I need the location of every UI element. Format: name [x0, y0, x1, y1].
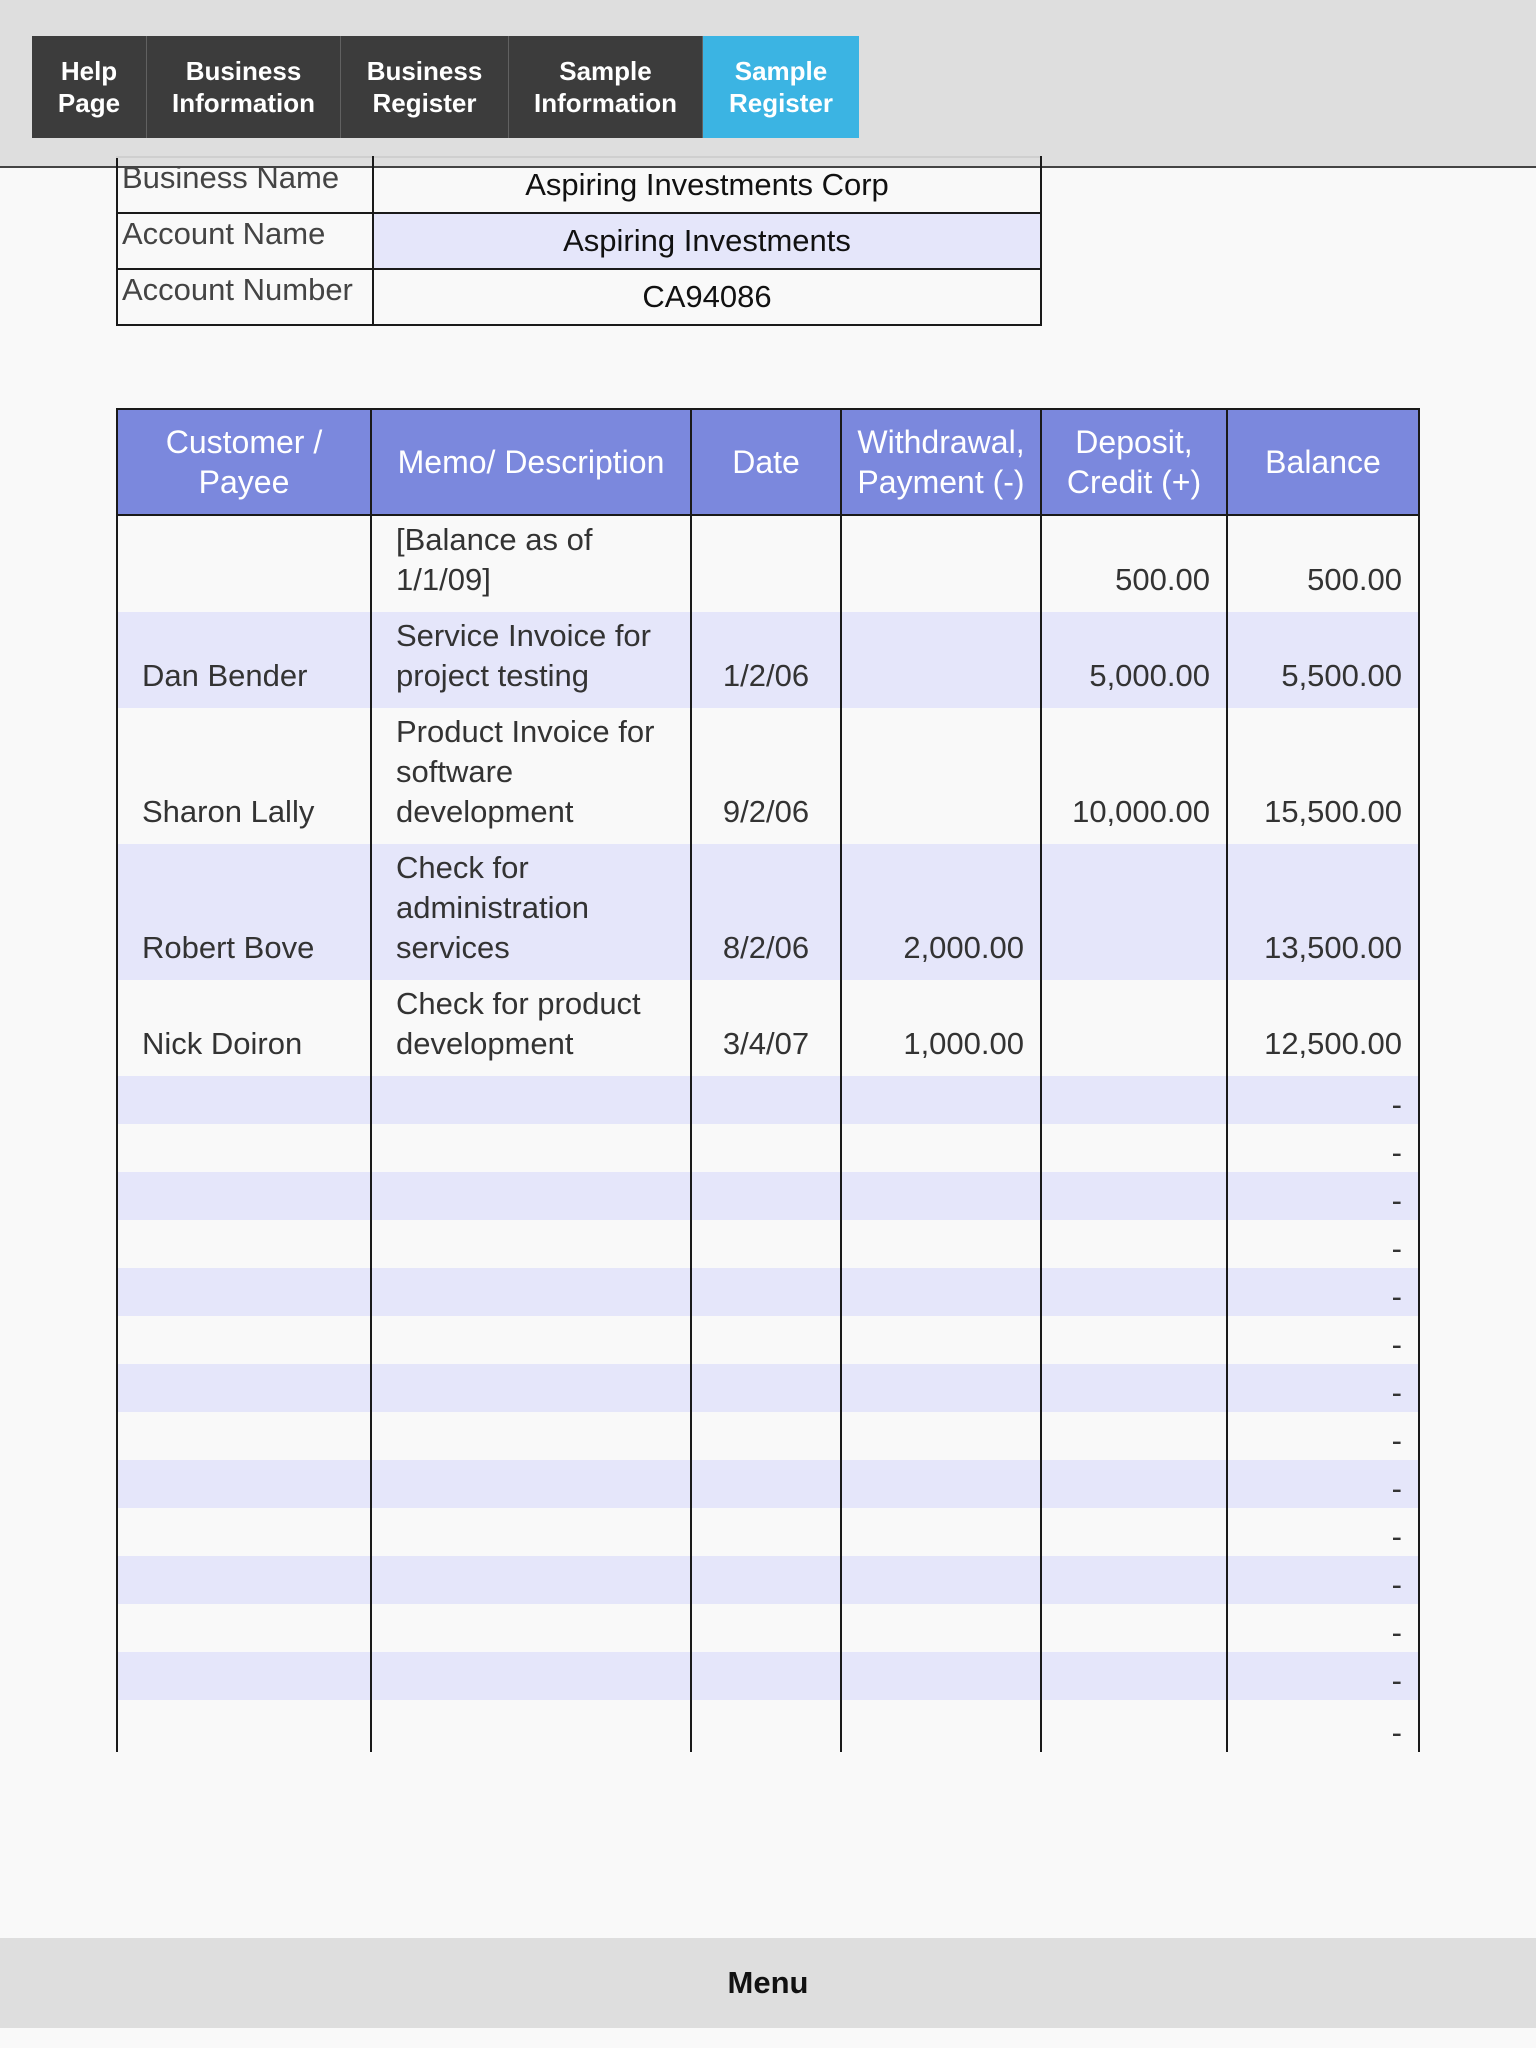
account-name-row	[117, 213, 1041, 269]
balance-cell[interactable]: -	[1227, 1268, 1419, 1316]
date-cell[interactable]	[691, 1220, 841, 1268]
table-row	[117, 1412, 1419, 1460]
date-cell[interactable]	[691, 1652, 841, 1700]
deposit-cell[interactable]	[1041, 1364, 1227, 1412]
memo-cell[interactable]	[371, 1604, 691, 1652]
withdrawal-cell[interactable]	[841, 1172, 1041, 1220]
deposit-cell[interactable]	[1041, 980, 1227, 1076]
withdrawal-cell[interactable]	[841, 1076, 1041, 1124]
deposit-cell[interactable]	[1041, 1172, 1227, 1220]
table-row	[117, 612, 1419, 708]
deposit-cell[interactable]	[1041, 1700, 1227, 1752]
customer-cell[interactable]	[117, 1076, 371, 1124]
withdrawal-cell[interactable]: 1,000.00	[841, 980, 1041, 1076]
withdrawal-cell[interactable]	[841, 1412, 1041, 1460]
table-row	[117, 980, 1419, 1076]
balance-cell[interactable]: -	[1227, 1076, 1419, 1124]
table-row	[117, 1556, 1419, 1604]
business-name-value[interactable]: Aspiring Investments Corp	[373, 157, 1041, 213]
table-row	[117, 1508, 1419, 1556]
customer-cell[interactable]	[117, 1652, 371, 1700]
date-cell[interactable]	[691, 1556, 841, 1604]
deposit-cell[interactable]	[1041, 1268, 1227, 1316]
date-cell[interactable]: 9/2/06	[691, 708, 841, 844]
memo-cell[interactable]: Product Invoice for software development	[371, 708, 691, 844]
balance-cell[interactable]: -	[1227, 1316, 1419, 1364]
bottom-menu-bar	[0, 1938, 1536, 2028]
customer-cell[interactable]	[117, 1700, 371, 1752]
memo-cell[interactable]	[371, 1364, 691, 1412]
memo-cell[interactable]: [Balance as of 1/1/09]	[371, 515, 691, 612]
date-cell[interactable]	[691, 1172, 841, 1220]
table-row	[117, 1268, 1419, 1316]
tab-business-register[interactable]: Business Register	[341, 36, 509, 138]
customer-cell[interactable]	[117, 1604, 371, 1652]
balance-cell[interactable]: 15,500.00	[1227, 708, 1419, 844]
deposit-cell[interactable]	[1041, 1652, 1227, 1700]
memo-cell[interactable]	[371, 1700, 691, 1752]
date-cell[interactable]: 8/2/06	[691, 844, 841, 980]
table-row	[117, 1124, 1419, 1172]
balance-cell[interactable]: -	[1227, 1460, 1419, 1508]
deposit-cell[interactable]	[1041, 1460, 1227, 1508]
header-customer-payee: Customer / Payee	[117, 409, 371, 515]
table-row	[117, 1076, 1419, 1124]
deposit-cell[interactable]	[1041, 1604, 1227, 1652]
customer-cell[interactable]: Dan Bender	[117, 612, 371, 708]
customer-cell[interactable]	[117, 1268, 371, 1316]
customer-cell[interactable]	[117, 1556, 371, 1604]
withdrawal-cell[interactable]	[841, 1364, 1041, 1412]
memo-cell[interactable]: Check for product development	[371, 980, 691, 1076]
date-cell[interactable]	[691, 1508, 841, 1556]
register-table	[116, 408, 1420, 1752]
deposit-cell[interactable]	[1041, 1508, 1227, 1556]
business-name-label: Business Name	[117, 157, 373, 213]
business-name-row	[117, 157, 1041, 213]
header-withdrawal-payment: Withdrawal, Payment (-)	[841, 409, 1041, 515]
balance-cell[interactable]: 500.00	[1227, 515, 1419, 612]
deposit-cell[interactable]	[1041, 1412, 1227, 1460]
table-row	[117, 1316, 1419, 1364]
header-balance: Balance	[1227, 409, 1419, 515]
withdrawal-cell[interactable]	[841, 1652, 1041, 1700]
memo-cell[interactable]	[371, 1460, 691, 1508]
customer-cell[interactable]	[117, 1412, 371, 1460]
customer-cell[interactable]	[117, 1364, 371, 1412]
customer-cell[interactable]	[117, 1220, 371, 1268]
deposit-cell[interactable]: 500.00	[1041, 515, 1227, 612]
deposit-cell[interactable]	[1041, 1124, 1227, 1172]
withdrawal-cell[interactable]	[841, 1220, 1041, 1268]
account-info-table	[116, 156, 1042, 326]
tab-sample-register[interactable]: Sample Register	[703, 36, 859, 138]
table-row	[117, 1700, 1419, 1752]
withdrawal-cell[interactable]	[841, 1508, 1041, 1556]
date-cell[interactable]: 3/4/07	[691, 980, 841, 1076]
header-memo-description: Memo/ Description	[371, 409, 691, 515]
memo-cell[interactable]	[371, 1124, 691, 1172]
withdrawal-cell[interactable]	[841, 1700, 1041, 1752]
account-name-value[interactable]: Aspiring Investments	[373, 213, 1041, 269]
table-row	[117, 515, 1419, 612]
balance-cell[interactable]: -	[1227, 1652, 1419, 1700]
date-cell[interactable]	[691, 1604, 841, 1652]
memo-cell[interactable]	[371, 1412, 691, 1460]
date-cell[interactable]	[691, 1076, 841, 1124]
withdrawal-cell[interactable]	[841, 515, 1041, 612]
memo-cell[interactable]	[371, 1220, 691, 1268]
date-cell[interactable]	[691, 1124, 841, 1172]
header-date: Date	[691, 409, 841, 515]
withdrawal-cell[interactable]	[841, 1268, 1041, 1316]
customer-cell[interactable]: Nick Doiron	[117, 980, 371, 1076]
date-cell[interactable]	[691, 515, 841, 612]
menu-button[interactable]: Menu	[727, 1965, 809, 2000]
deposit-cell[interactable]	[1041, 1316, 1227, 1364]
customer-cell[interactable]	[117, 1124, 371, 1172]
header-deposit-credit: Deposit, Credit (+)	[1041, 409, 1227, 515]
withdrawal-cell[interactable]	[841, 1316, 1041, 1364]
memo-cell[interactable]	[371, 1508, 691, 1556]
balance-cell[interactable]: -	[1227, 1364, 1419, 1412]
account-name-label: Account Name	[117, 213, 373, 269]
customer-cell[interactable]	[117, 1460, 371, 1508]
memo-cell[interactable]	[371, 1268, 691, 1316]
customer-cell[interactable]: Robert Bove	[117, 844, 371, 980]
withdrawal-cell[interactable]	[841, 1124, 1041, 1172]
withdrawal-cell[interactable]	[841, 708, 1041, 844]
balance-cell[interactable]: -	[1227, 1508, 1419, 1556]
table-row	[117, 1172, 1419, 1220]
customer-cell[interactable]	[117, 515, 371, 612]
balance-cell[interactable]: -	[1227, 1124, 1419, 1172]
deposit-cell[interactable]	[1041, 1220, 1227, 1268]
balance-cell[interactable]: -	[1227, 1700, 1419, 1752]
memo-cell[interactable]	[371, 1076, 691, 1124]
account-number-label: Account Number	[117, 269, 373, 325]
deposit-cell[interactable]: 5,000.00	[1041, 612, 1227, 708]
balance-cell[interactable]: -	[1227, 1604, 1419, 1652]
date-cell[interactable]: 1/2/06	[691, 612, 841, 708]
customer-cell[interactable]	[117, 1316, 371, 1364]
balance-cell[interactable]: -	[1227, 1220, 1419, 1268]
deposit-cell[interactable]	[1041, 1076, 1227, 1124]
tab-help-page[interactable]: Help Page	[32, 36, 147, 138]
table-row	[117, 708, 1419, 844]
balance-cell[interactable]: 5,500.00	[1227, 612, 1419, 708]
memo-cell[interactable]: Service Invoice for project testing	[371, 612, 691, 708]
withdrawal-cell[interactable]	[841, 1460, 1041, 1508]
customer-cell[interactable]	[117, 1508, 371, 1556]
balance-cell[interactable]: -	[1227, 1172, 1419, 1220]
memo-cell[interactable]: Check for administration services	[371, 844, 691, 980]
date-cell[interactable]	[691, 1268, 841, 1316]
table-row	[117, 844, 1419, 980]
account-number-row	[117, 269, 1041, 325]
account-number-value[interactable]: CA94086	[373, 269, 1041, 325]
customer-cell[interactable]: Sharon Lally	[117, 708, 371, 844]
table-row	[117, 1364, 1419, 1412]
memo-cell[interactable]	[371, 1316, 691, 1364]
date-cell[interactable]	[691, 1364, 841, 1412]
balance-cell[interactable]: 13,500.00	[1227, 844, 1419, 980]
withdrawal-cell[interactable]: 2,000.00	[841, 844, 1041, 980]
date-cell[interactable]	[691, 1460, 841, 1508]
balance-cell[interactable]: -	[1227, 1556, 1419, 1604]
memo-cell[interactable]	[371, 1652, 691, 1700]
date-cell[interactable]	[691, 1316, 841, 1364]
register-header-row	[117, 409, 1419, 515]
memo-cell[interactable]	[371, 1172, 691, 1220]
withdrawal-cell[interactable]	[841, 1604, 1041, 1652]
tab-sample-information[interactable]: Sample Information	[509, 36, 703, 138]
top-tab-bar	[0, 0, 1536, 168]
table-row	[117, 1220, 1419, 1268]
tab-business-information[interactable]: Business Information	[147, 36, 341, 138]
deposit-cell[interactable]	[1041, 844, 1227, 980]
balance-cell[interactable]: 12,500.00	[1227, 980, 1419, 1076]
date-cell[interactable]	[691, 1412, 841, 1460]
withdrawal-cell[interactable]	[841, 1556, 1041, 1604]
sheet-tabs	[32, 36, 859, 138]
customer-cell[interactable]	[117, 1172, 371, 1220]
table-row	[117, 1652, 1419, 1700]
date-cell[interactable]	[691, 1700, 841, 1752]
withdrawal-cell[interactable]	[841, 612, 1041, 708]
deposit-cell[interactable]	[1041, 1556, 1227, 1604]
deposit-cell[interactable]: 10,000.00	[1041, 708, 1227, 844]
table-row	[117, 1604, 1419, 1652]
balance-cell[interactable]: -	[1227, 1412, 1419, 1460]
memo-cell[interactable]	[371, 1556, 691, 1604]
table-row	[117, 1460, 1419, 1508]
